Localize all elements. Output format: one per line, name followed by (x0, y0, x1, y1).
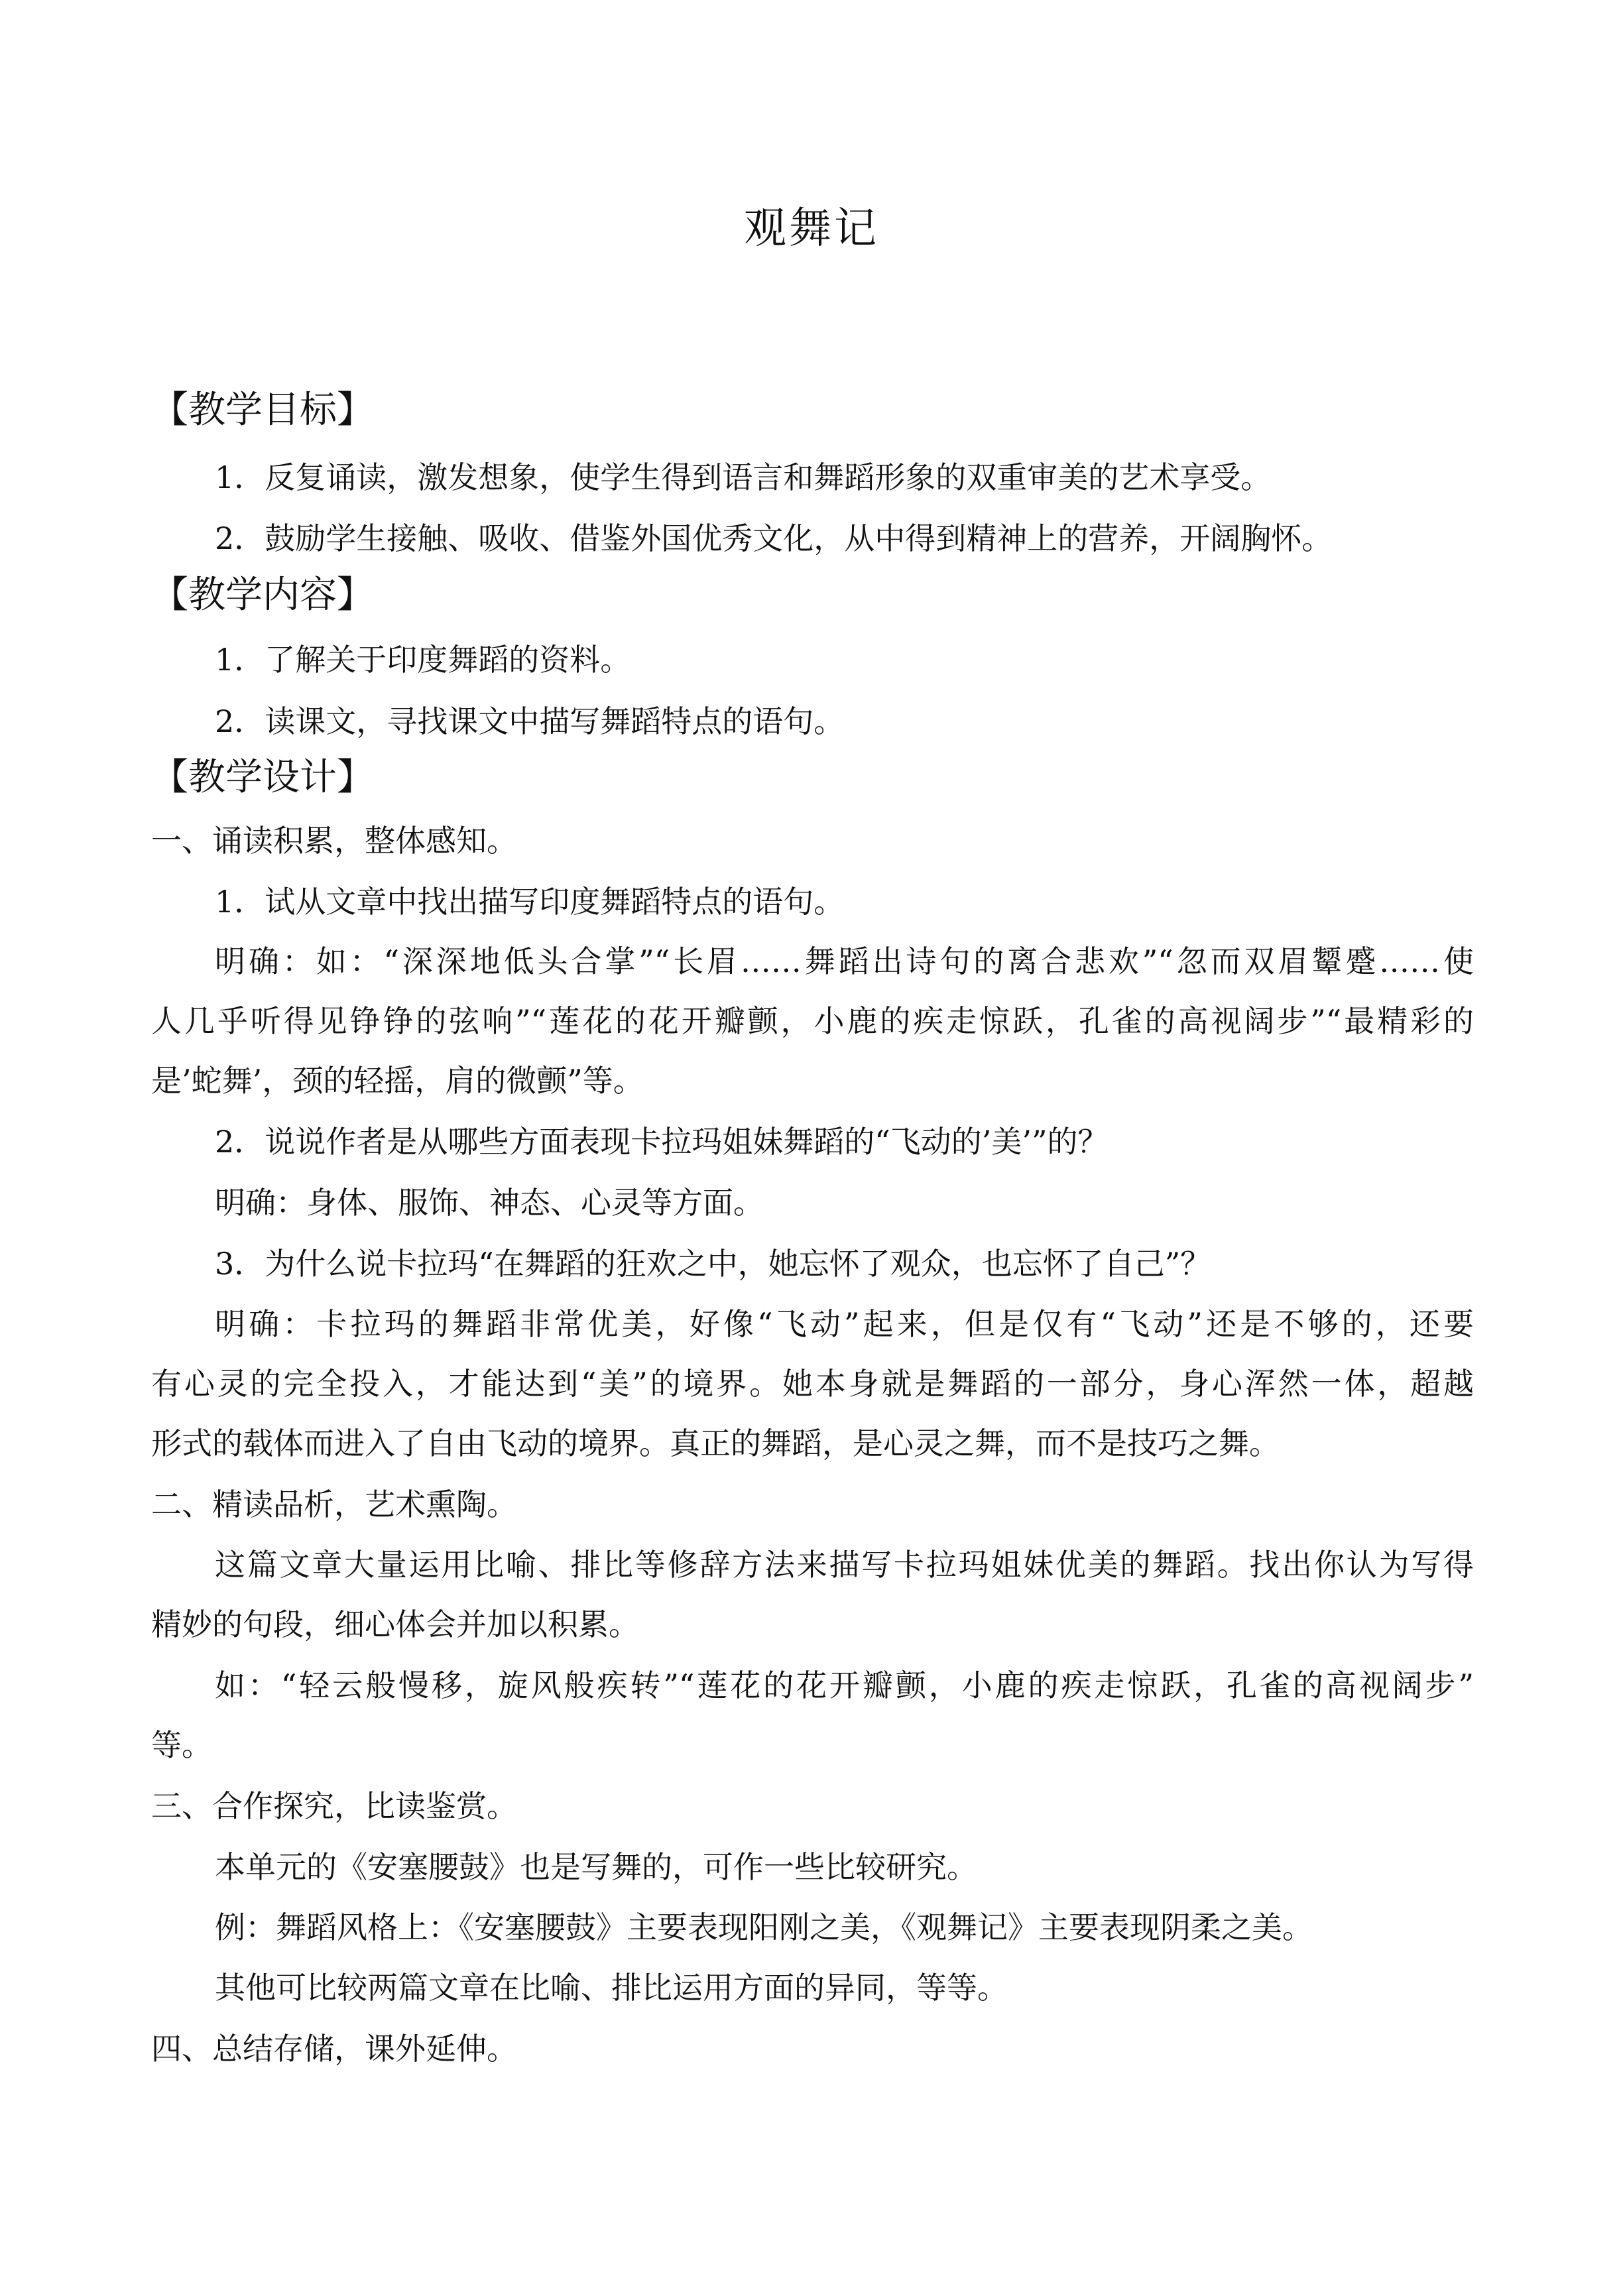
content-item-1: 1．了解关于印度舞蹈的资料。 (215, 642, 631, 678)
part2-heading: 二、精读品析，艺术熏陶。 (151, 1486, 517, 1522)
part1-question-2: 2．说说作者是从哪些方面表现卡拉玛姐妹舞蹈的“飞动的’美’”的？ (215, 1124, 1109, 1160)
content-heading: 【教学内容】 (151, 574, 374, 617)
part1-question-3: 3．为什么说卡拉玛“在舞蹈的狂欢之中，她忘怀了观众，也忘怀了自己”？ (215, 1246, 1211, 1282)
part2-paragraph-1-line-1: 这篇文章大量运用比喻、排比等修辞方法来描写卡拉玛姐妹优美的舞蹈。找出你认为写得 (215, 1547, 1474, 1583)
document-title: 观舞记 (744, 204, 879, 253)
part4-heading: 四、总结存储，课外延伸。 (151, 2031, 517, 2067)
part3-paragraph-2: 例：舞蹈风格上：《安塞腰鼓》主要表现阳刚之美，《观舞记》主要表现阴柔之美。 (215, 1909, 1313, 1945)
objective-1: 1．反复诵读，激发想象，使学生得到语言和舞蹈形象的双重审美的艺术享受。 (215, 459, 1272, 495)
part1-answer-3-line-2: 有心灵的完全投入，才能达到“美”的境界。她本身就是舞蹈的一部分，身心浑然一体，超越 (151, 1366, 1474, 1402)
part1-answer-1-line-2: 人几乎听得见铮铮的弦响”“莲花的花开瓣颤，小鹿的疾走惊跃，孔雀的高视阔步”“最精彩的 (151, 1003, 1474, 1039)
part2-paragraph-2-line-1: 如：“轻云般慢移，旋风般疾转”“莲花的花开瓣颤，小鹿的疾走惊跃，孔雀的高视阔步” (215, 1667, 1474, 1703)
part3-paragraph-1: 本单元的《安塞腰鼓》也是写舞的，可作一些比较研究。 (215, 1849, 977, 1885)
part1-answer-1-line-1: 明确：如：“深深地低头合掌”“长眉……舞蹈出诗句的离合悲欢”“忽而双眉颦蹙……使 (215, 943, 1474, 979)
part1-heading: 一、诵读积累，整体感知。 (151, 823, 517, 859)
part1-answer-2: 明确：身体、服饰、神态、心灵等方面。 (215, 1185, 764, 1221)
objective-2: 2．鼓励学生接触、吸收、借鉴外国优秀文化，从中得到精神上的营养，开阔胸怀。 (215, 520, 1333, 556)
content-item-2: 2．读课文，寻找课文中描写舞蹈特点的语句。 (215, 703, 845, 739)
design-heading: 【教学设计】 (151, 756, 374, 799)
part2-paragraph-2-line-2: 等。 (151, 1727, 212, 1763)
part3-paragraph-3: 其他可比较两篇文章在比喻、排比运用方面的异同，等等。 (215, 1970, 1008, 2006)
part1-question-1: 1．试从文章中找出描写印度舞蹈特点的语句。 (215, 884, 845, 920)
part1-answer-3-line-1: 明确：卡拉玛的舞蹈非常优美，好像“飞动”起来，但是仅有“飞动”还是不够的，还要 (215, 1306, 1474, 1342)
part1-answer-1-line-3: 是’蛇舞’，颈的轻摇，肩的微颤”等。 (151, 1063, 644, 1099)
part2-paragraph-1-line-2: 精妙的句段，细心体会并加以积累。 (151, 1606, 639, 1642)
objectives-heading: 【教学目标】 (151, 389, 374, 432)
part3-heading: 三、合作探究，比读鉴赏。 (151, 1788, 517, 1824)
part1-answer-3-line-3: 形式的载体而进入了自由飞动的境界。真正的舞蹈，是心灵之舞，而不是技巧之舞。 (151, 1425, 1280, 1461)
